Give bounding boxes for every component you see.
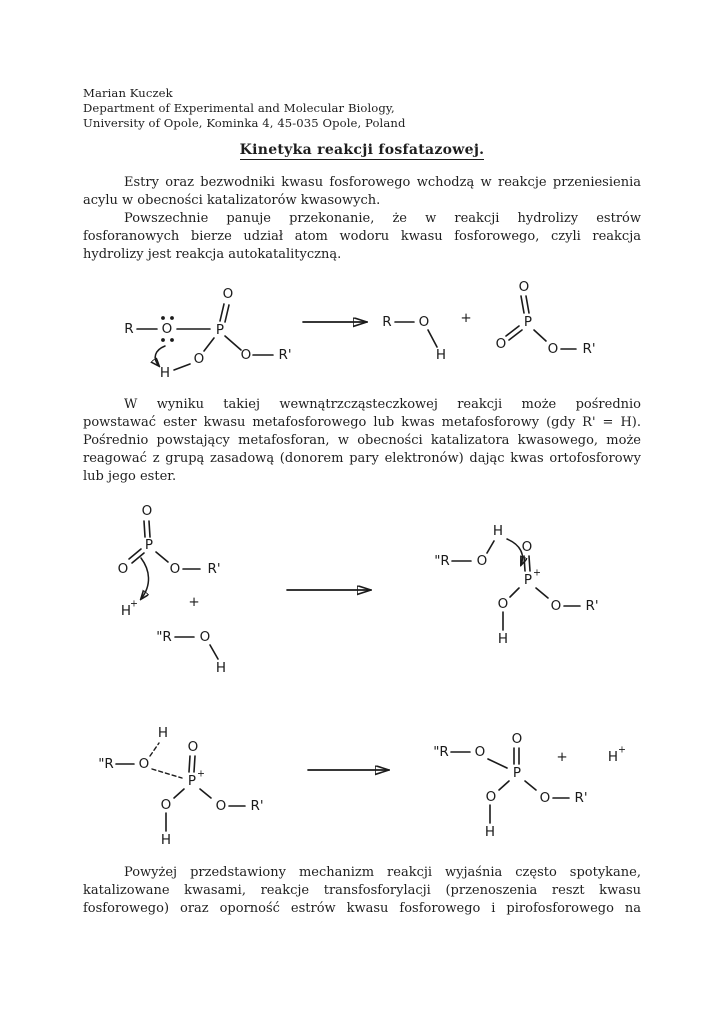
text-line: Pośrednio powstający metafosforan, w obecności katalizatora kwasowego, może bbox=[83, 433, 641, 448]
atom-label: H bbox=[120, 603, 132, 619]
atom-label: O bbox=[521, 539, 533, 555]
intro-paragraphs bbox=[83, 174, 641, 264]
bond bbox=[526, 296, 529, 313]
atom-label: + bbox=[130, 598, 138, 610]
bond bbox=[220, 304, 224, 321]
reaction-scheme-transition-state bbox=[0, 710, 724, 860]
atom-label: O bbox=[418, 314, 430, 330]
atom-label: O bbox=[474, 744, 486, 760]
atom-label: + bbox=[460, 310, 472, 326]
atom-label: O bbox=[511, 731, 523, 747]
atom-label: O bbox=[160, 797, 172, 813]
atom-label: O bbox=[117, 561, 129, 577]
atom-label: O bbox=[485, 789, 497, 805]
bond bbox=[510, 588, 519, 597]
bond bbox=[194, 756, 195, 772]
atom-label: O bbox=[138, 756, 150, 772]
atom-label: O bbox=[539, 790, 551, 806]
bond bbox=[428, 330, 437, 347]
atom-label: O bbox=[161, 321, 173, 337]
atom-label: O bbox=[187, 739, 199, 755]
lone-pair-dot bbox=[170, 316, 174, 320]
atom-label: R' bbox=[278, 347, 292, 363]
atom-label: P bbox=[523, 314, 533, 330]
atom-label: H bbox=[607, 749, 619, 765]
atom-label: H bbox=[492, 523, 504, 539]
bond bbox=[149, 521, 150, 537]
text-line: fosforanowych bierze udział atom wodoru kwasu fosforowego, czyli reakcja bbox=[83, 229, 641, 244]
bond bbox=[210, 645, 218, 659]
atom-label: + bbox=[197, 768, 205, 780]
author-block bbox=[83, 86, 405, 131]
bond bbox=[174, 364, 190, 370]
bond bbox=[200, 789, 211, 798]
atom-label: R' bbox=[585, 598, 599, 614]
atom-label: H bbox=[160, 832, 172, 848]
bond bbox=[536, 588, 548, 598]
author-address: University of Opole, Kominka 4, 45-035 Opole, Poland bbox=[83, 116, 406, 130]
lone-pair-dot bbox=[161, 316, 165, 320]
bond bbox=[525, 781, 536, 790]
closing-paragraph bbox=[83, 864, 641, 918]
atom-label: O bbox=[193, 351, 205, 367]
lone-pair-dot bbox=[170, 338, 174, 342]
atom-label: O bbox=[518, 279, 530, 295]
bond bbox=[521, 296, 524, 313]
middle-paragraph bbox=[83, 396, 641, 486]
atom-label: "R bbox=[433, 744, 449, 760]
reaction-scheme-autocatalytic-hydrolysis bbox=[0, 270, 724, 395]
bond bbox=[225, 336, 241, 350]
paragraph-3 bbox=[83, 396, 641, 486]
text-line: W wyniku takiej wewnątrzcząsteczkowej reakcji może pośrednio bbox=[124, 397, 641, 412]
partial-bond bbox=[152, 769, 182, 778]
text-line: powstawać ester kwasu metafosforowego lub kwas metafosforowy (gdy R' = H). bbox=[83, 415, 641, 430]
atom-label: H bbox=[435, 347, 447, 363]
title-row bbox=[0, 139, 724, 158]
electron-flow-arrow bbox=[141, 558, 149, 599]
atom-label: H bbox=[159, 365, 171, 381]
lone-pair-dot bbox=[161, 338, 165, 342]
atom-label: O bbox=[141, 503, 153, 519]
paragraph-2 bbox=[83, 210, 641, 264]
atom-label: H bbox=[497, 631, 509, 647]
bond bbox=[487, 541, 494, 553]
atom-label: O bbox=[199, 629, 211, 645]
text-line: acylu w obecności katalizatorów kwasowych. bbox=[83, 193, 381, 208]
atom-label: R' bbox=[574, 790, 588, 806]
author-department: Department of Experimental and Molecular Biology, bbox=[83, 101, 395, 115]
author-name: Marian Kuczek bbox=[83, 86, 173, 100]
atom-label: P bbox=[144, 537, 154, 553]
atom-label: P bbox=[187, 773, 197, 789]
text-line: Powszechnie panuje przekonanie, że w reakcji hydrolizy estrów bbox=[124, 211, 641, 226]
atom-label: O bbox=[547, 341, 559, 357]
atom-label: "R bbox=[156, 629, 172, 645]
text-line: reagować z grupą zasadową (donorem pary elektronów) dając kwas ortofosforowy bbox=[83, 451, 641, 466]
bond bbox=[524, 556, 525, 571]
atom-label: R bbox=[124, 321, 134, 337]
atom-label: + bbox=[618, 744, 626, 756]
atom-label: + bbox=[533, 567, 541, 579]
partial-bond bbox=[150, 743, 159, 756]
atom-label: R' bbox=[582, 341, 596, 357]
text-line: Powyżej przedstawiony mechanizm reakcji wyjaśnia często spotykane, bbox=[124, 865, 641, 880]
atom-label: P bbox=[512, 765, 522, 781]
bond bbox=[204, 338, 214, 351]
atom-label: O bbox=[240, 347, 252, 363]
atom-label: O bbox=[497, 596, 509, 612]
bond bbox=[488, 759, 507, 768]
text-line: katalizowane kwasami, reakcje transfosforylacji (przenoszenia reszt kwasu bbox=[83, 883, 641, 898]
atom-label: H bbox=[484, 824, 496, 840]
bond bbox=[225, 305, 229, 322]
bond bbox=[499, 781, 509, 790]
atom-label: P bbox=[215, 322, 225, 338]
atom-label: R bbox=[382, 314, 392, 330]
page-title: Kinetyka reakcji fosfatazowej. bbox=[239, 142, 485, 158]
atom-label: "R bbox=[434, 553, 450, 569]
atom-label: O bbox=[495, 336, 507, 352]
bond bbox=[189, 756, 190, 772]
bond bbox=[156, 552, 168, 562]
atom-label: O bbox=[222, 286, 234, 302]
atom-label: + bbox=[188, 594, 200, 610]
atom-label: + bbox=[556, 749, 568, 765]
text-line: Estry oraz bezwodniki kwasu fosforowego wchodzą w reakcje przeniesienia bbox=[124, 175, 641, 190]
paragraph-4 bbox=[83, 864, 641, 918]
text-line: lub jego ester. bbox=[83, 469, 177, 484]
text-line: hydrolizy jest reakcja autokatalityczną. bbox=[83, 247, 342, 262]
atom-label: "R bbox=[98, 756, 114, 772]
bond bbox=[529, 556, 530, 571]
atom-label: O bbox=[476, 553, 488, 569]
bond bbox=[174, 789, 184, 798]
paragraph-1 bbox=[83, 174, 641, 210]
electron-flow-arrow bbox=[155, 346, 165, 366]
electron-flow-arrow bbox=[507, 539, 522, 565]
text-line: fosforowego) oraz oporność estrów kwasu fosforowego i pirofosforowego na bbox=[83, 901, 641, 916]
atom-label: H bbox=[157, 725, 169, 741]
atom-label: O bbox=[215, 798, 227, 814]
atom-label: H bbox=[215, 660, 227, 676]
bond bbox=[144, 521, 145, 537]
atom-label: R' bbox=[250, 798, 264, 814]
reaction-scheme-metaphosphate-attack bbox=[0, 495, 724, 690]
atom-label: P bbox=[523, 572, 533, 588]
atom-label: R' bbox=[207, 561, 221, 577]
atom-label: O bbox=[550, 598, 562, 614]
atom-label: O bbox=[169, 561, 181, 577]
bond bbox=[534, 330, 546, 341]
